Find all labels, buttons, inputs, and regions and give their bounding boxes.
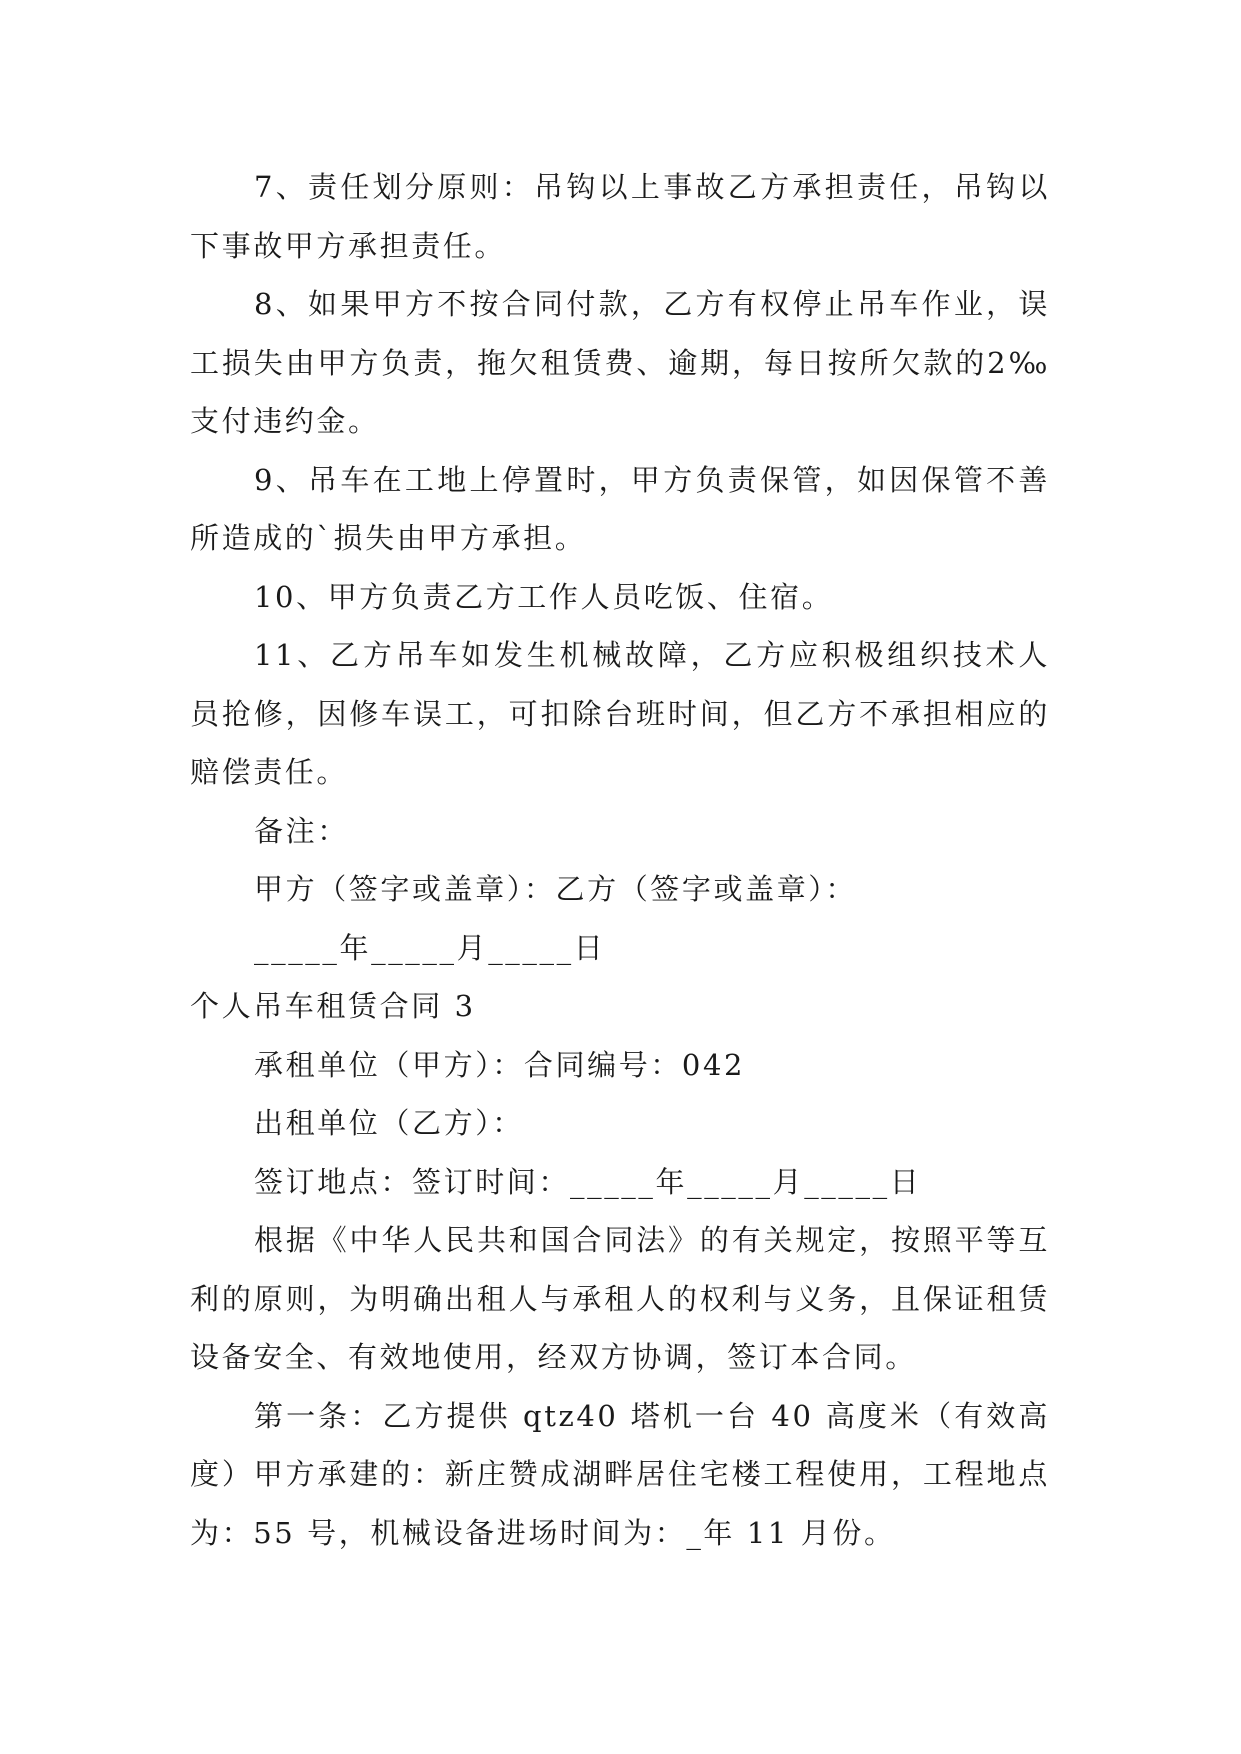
article-1: 第一条：乙方提供 qtz40 塔机一台 40 高度米（有效高度）甲方承建的：新庄赞成湖畔居住宅楼工程使用，工程地点为：55 号，机械设备进场时间为：_年 11 月份。: [190, 1398, 1050, 1550]
clause-11: 11、乙方吊车如发生机械故障，乙方应积极组织技术人员抢修，因修车误工，可扣除台班时间，但乙方不承担相应的赔偿责任。: [190, 638, 1050, 789]
clause-10: 10、甲方负责乙方工作人员吃饭、住宿。: [254, 579, 834, 614]
preamble: 根据《中华人民共和国合同法》的有关规定，按照平等互利的原则，为明确出租人与承租人的权利与义务，且保证租赁设备安全、有效地使用，经双方协调，签订本合同。: [190, 1223, 1050, 1374]
document-body: [190, 158, 1050, 1562]
date-line: _____年_____月_____日: [254, 930, 606, 965]
lessor-line: 出租单位（乙方）：: [254, 1106, 524, 1140]
clause-7: 7、责任划分原则：吊钩以上事故乙方承担责任，吊钩以下事故甲方承担责任。: [190, 170, 1050, 263]
contract-title: 个人吊车租赁合同 3: [190, 989, 476, 1023]
signing-place-time: 签订地点：签订时间：_____年_____月_____日: [254, 1164, 922, 1199]
clause-9: 9、吊车在工地上停置时，甲方负责保管，如因保管不善所造成的`损失由甲方承担。: [190, 462, 1050, 555]
lessee-line: 承租单位（甲方）：合同编号：042: [254, 1047, 746, 1082]
remarks-label: 备注：: [254, 813, 349, 848]
clause-8: 8、如果甲方不按合同付款，乙方有权停止吊车作业，误工损失由甲方负责，拖欠租赁费、逾期，每日按所欠款的2‰支付违约金。: [190, 287, 1050, 438]
signature-line: 甲方（签字或盖章）：乙方（签字或盖章）：: [254, 872, 858, 906]
